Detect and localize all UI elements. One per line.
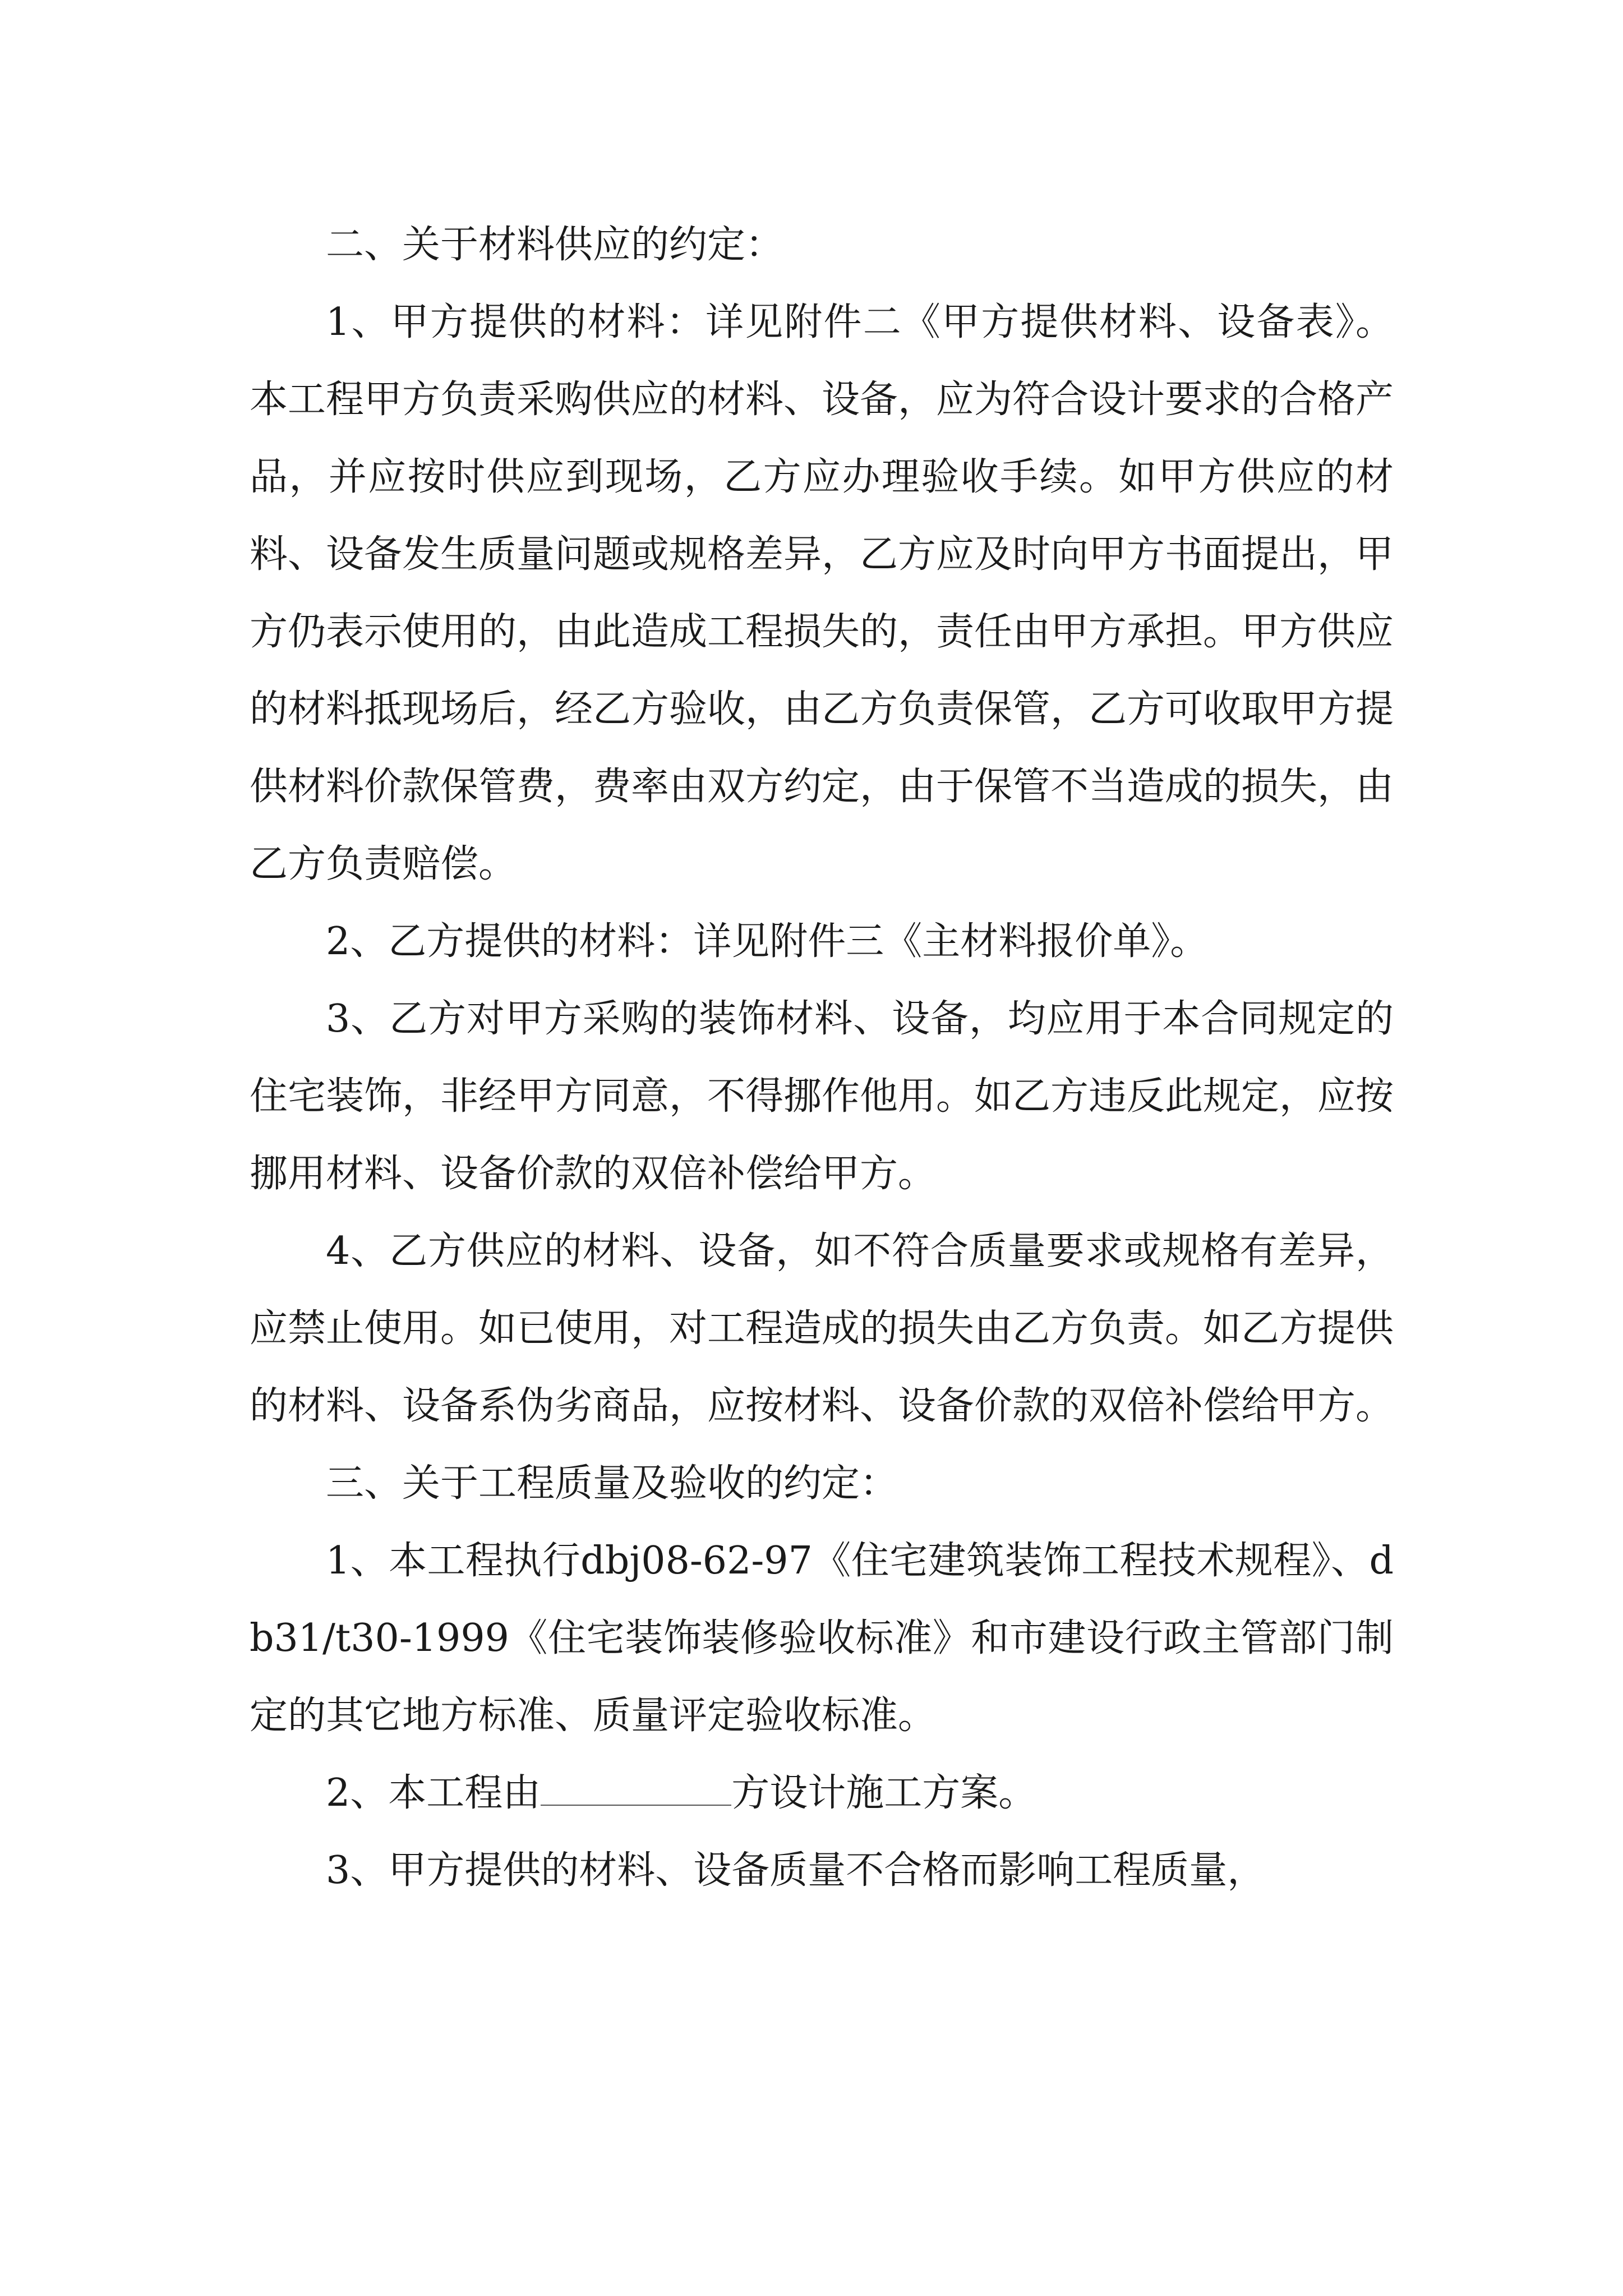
- paragraph-clause-3: 3、乙方对甲方采购的装饰材料、设备，均应用于本合同规定的住宅装饰，非经甲方同意，不得挪作他用。如乙方违反此规定，应按挪用材料、设备价款的双倍补偿给甲方。: [250, 997, 1394, 1196]
- document-body: [250, 206, 1394, 1910]
- paragraph-quality-3: 3、甲方提供的材料、设备质量不合格而影响工程质量，: [326, 1848, 1266, 1893]
- paragraph-quality-1: 1、本工程执行dbj08-62-97《住宅建筑装饰工程技术规程》、db31/t30-1999《住宅装饰装修验收标准》和市建设行政主管部门制定的其它地方标准、质量评定验收标准。: [250, 1539, 1394, 1738]
- paragraph-quality-2: [250, 1755, 1394, 1832]
- paragraph-clause-4: 4、乙方供应的材料、设备，如不符合质量要求或规格有差异，应禁止使用。如已使用，对工程造成的损失由乙方负责。如乙方提供的材料、设备系伪劣商品，应按材料、设备价款的双倍补偿给甲方。: [250, 1229, 1394, 1428]
- section-heading-quality: 三、关于工程质量及验收的约定：: [326, 1461, 898, 1506]
- fill-in-blank-line: [541, 1773, 731, 1806]
- paragraph-clause-2: 2、乙方提供的材料：详见附件三《主材料报价单》。: [326, 919, 1209, 964]
- section-heading-materials: 二、关于材料供应的约定：: [326, 223, 784, 267]
- quality-2-text-after: 方设计施工方案。: [731, 1771, 1037, 1815]
- paragraph-clause-1: 1、甲方提供的材料：详见附件二《甲方提供材料、设备表》。本工程甲方负责采购供应的材料、设备，应为符合设计要求的合格产品，并应按时供应到现场，乙方应办理验收手续。如甲方供应的材料、设备发生质量问题或规格差异，乙方应及时向甲方书面提出，甲方仍表示使用的，由此造成工程损失的，责任由甲方承担。甲方供应的材料抵现场后，经乙方验收，由乙方负责保管，乙方可收取甲方提供材料价款保管费，费率由双方约定，由于保管不当造成的损失，由乙方负责赔偿。: [250, 300, 1394, 886]
- quality-2-text-before: 2、本工程由: [326, 1771, 541, 1815]
